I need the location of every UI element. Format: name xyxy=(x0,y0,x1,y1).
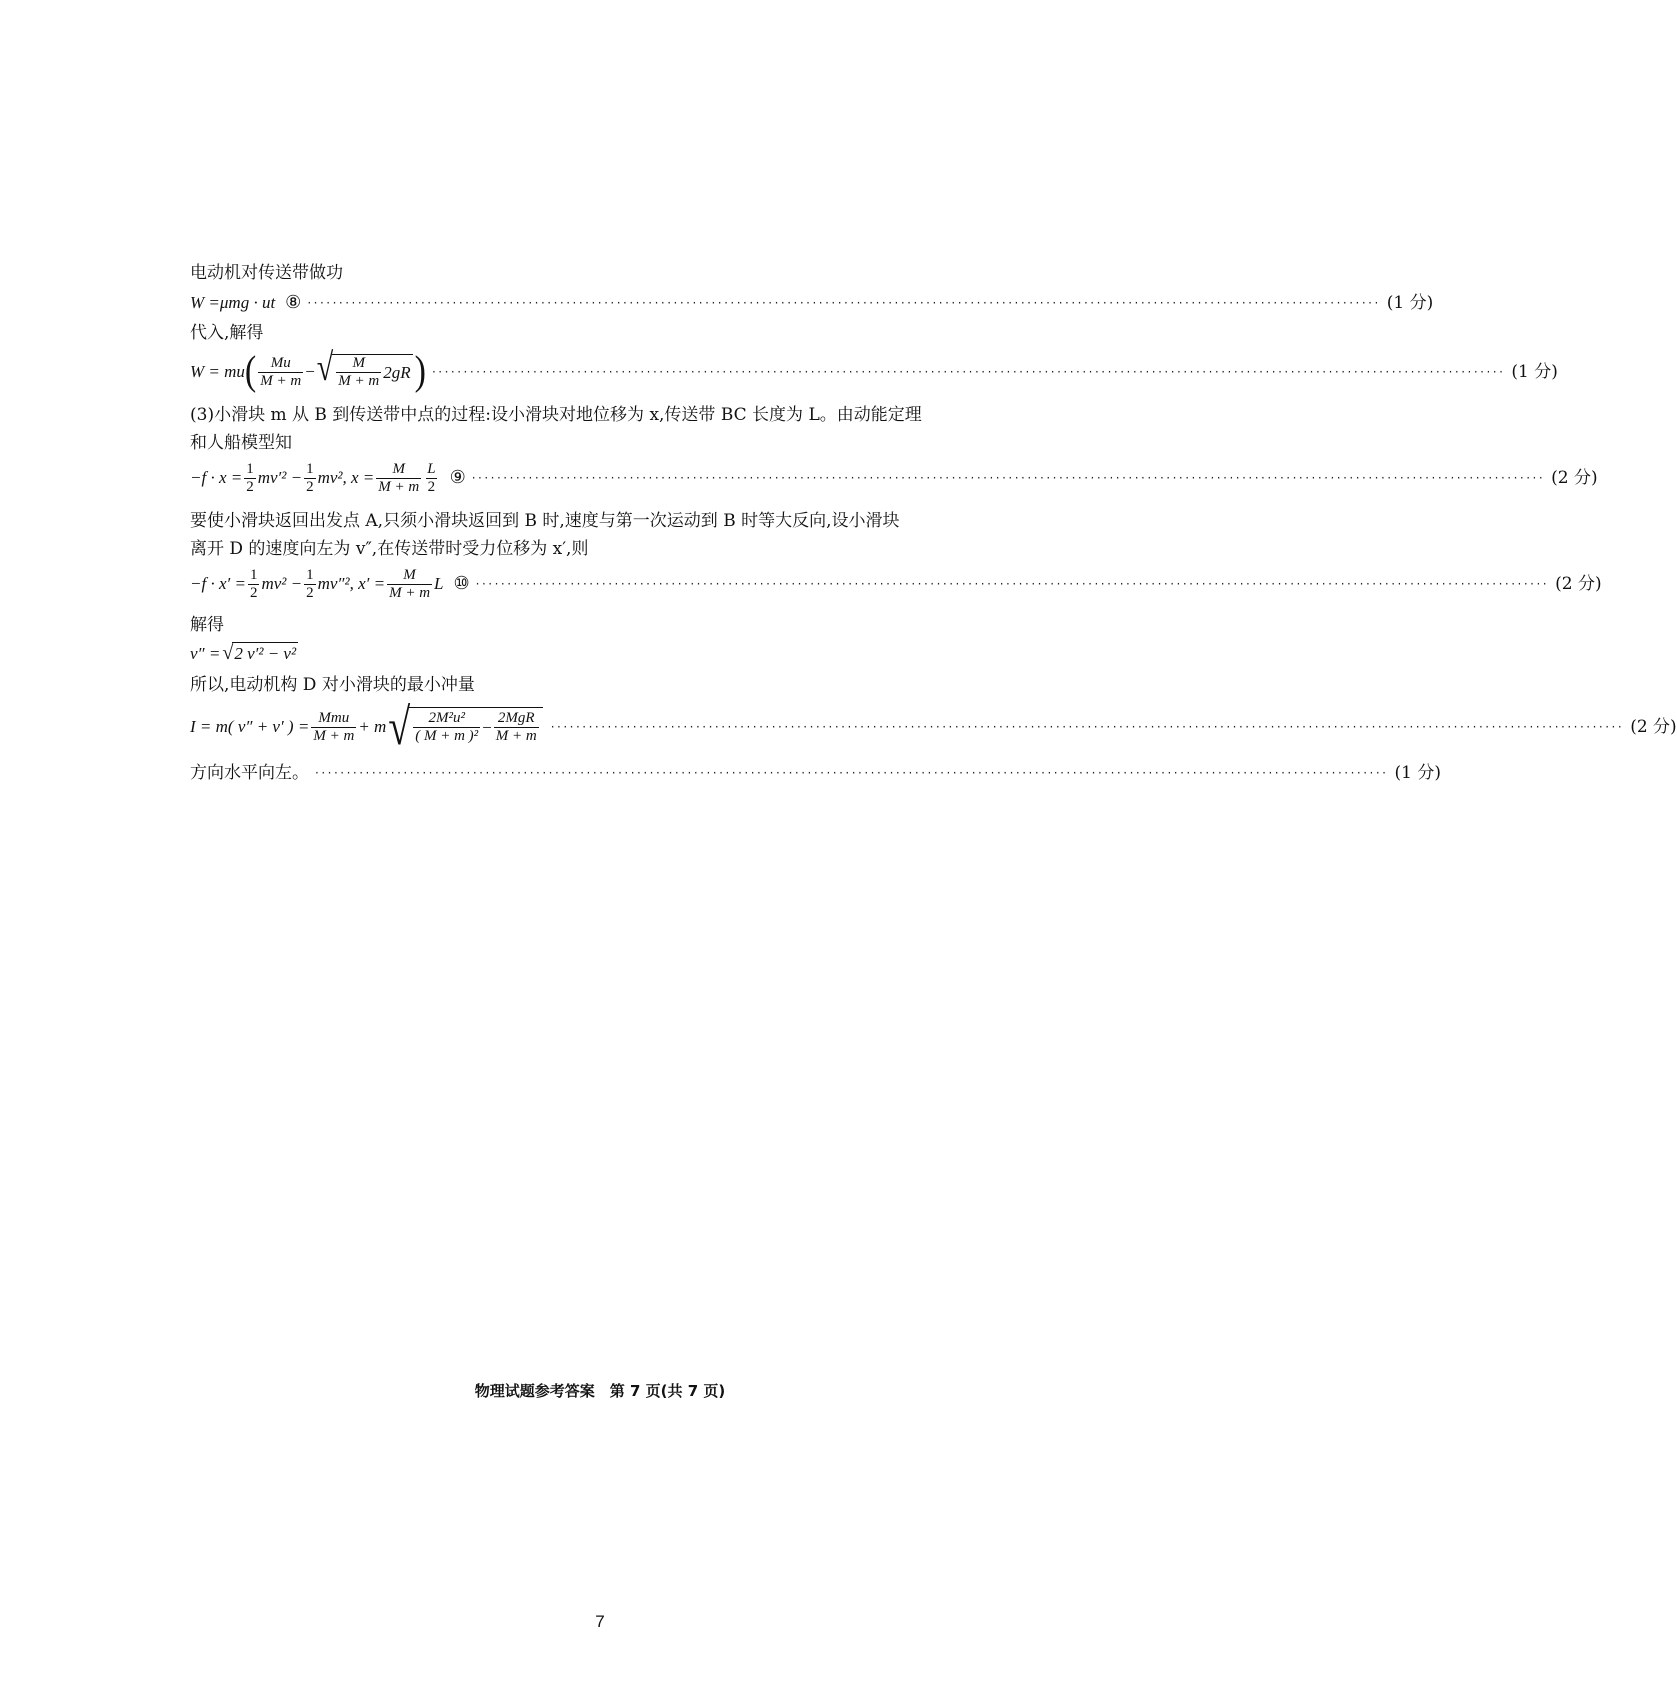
text-line xyxy=(190,614,990,636)
fraction xyxy=(248,567,260,602)
minus-sign: − xyxy=(305,362,315,381)
leader-dots: ·········································································································································································· xyxy=(475,577,1550,591)
formula-term: mv² − xyxy=(261,574,303,593)
formula-lhs: I = m( v″ + v′ ) = xyxy=(190,717,310,736)
equation-line-vdouble xyxy=(190,642,990,665)
equation-line-w xyxy=(190,346,1558,394)
formula-lhs: W = mu xyxy=(190,362,245,381)
footer-title: 物理试题参考答案 第 7 页(共 7 页) xyxy=(474,1382,726,1400)
fraction-denominator: M + m xyxy=(313,727,355,744)
formula-lhs: −f · x′ = xyxy=(190,574,246,593)
score-label: (2 分) xyxy=(1555,574,1602,594)
fraction xyxy=(258,355,303,390)
text-return-condition: 要使小滑块返回出发点 A,只须小滑块返回到 B 时,速度与第一次运动到 B 时等大反向,设小滑块 xyxy=(190,511,900,531)
fraction-numerator: Mmu xyxy=(318,709,350,726)
formula-term: 2gR xyxy=(383,362,411,382)
fraction-numerator: Mu xyxy=(270,354,291,371)
fraction-numerator: 2M²u² xyxy=(428,710,465,726)
formula-term: + m xyxy=(358,717,387,736)
fraction-denominator: M + m xyxy=(338,373,380,389)
formula-term: mv′² − xyxy=(257,468,303,487)
text-line xyxy=(190,404,990,426)
score-label: (1 分) xyxy=(1386,293,1434,313)
formula-lhs: v″ = xyxy=(190,643,221,663)
formula-term: L xyxy=(434,574,444,593)
formula xyxy=(190,642,300,665)
fraction xyxy=(387,567,432,602)
fraction xyxy=(304,567,316,602)
fraction-numerator: 1 xyxy=(306,460,314,477)
formula-term: mv″², x′ = xyxy=(317,574,386,593)
fraction-numerator: 2MgR xyxy=(497,710,535,726)
fraction-denominator: 2 xyxy=(249,584,258,601)
text-substitute: 代入,解得 xyxy=(190,323,264,343)
formula xyxy=(190,461,440,496)
fraction-numerator: 1 xyxy=(306,566,314,583)
equation-number: ⑨ xyxy=(449,467,466,488)
formula: W =μmg · ut xyxy=(190,293,276,312)
fraction-denominator: 2 xyxy=(306,584,314,601)
fraction xyxy=(425,461,437,496)
fraction xyxy=(304,461,316,496)
fraction-denominator: 2 xyxy=(306,478,314,495)
equation-line-impulse xyxy=(190,697,1677,756)
radical-sign-icon: √ xyxy=(316,346,334,389)
text-solve: 解得 xyxy=(190,615,224,635)
text-part3-intro: (3)小滑块 m 从 B 到传送带中点的过程:设小滑块对地位移为 x,传送带 BC 长度为 L。由动能定理 xyxy=(190,405,922,425)
text-line xyxy=(190,510,990,532)
score-label: (1 分) xyxy=(1511,362,1558,382)
score-label: (2 分) xyxy=(1551,468,1598,488)
square-root xyxy=(222,642,298,665)
fraction xyxy=(311,710,356,745)
radical-sign-icon: √ xyxy=(222,642,234,664)
leader-dots: ·········································································································································································· xyxy=(315,766,1389,780)
fraction-numerator: 1 xyxy=(246,460,254,477)
fraction xyxy=(413,710,480,745)
leader-dots: ·········································································································································································· xyxy=(550,720,1625,734)
text-min-impulse: 所以,电动机构 D 对小滑块的最小冲量 xyxy=(190,675,475,695)
score-label: (1 分) xyxy=(1394,763,1441,783)
text-model: 和人船模型知 xyxy=(190,433,292,453)
equation-number: ⑧ xyxy=(285,292,302,313)
fraction xyxy=(494,710,539,745)
left-paren: ( xyxy=(244,349,257,394)
text-line xyxy=(190,262,990,284)
fraction-denominator: M + m xyxy=(389,584,431,601)
formula-term: mv², x = xyxy=(317,468,375,487)
fraction-numerator: M xyxy=(392,460,405,477)
score-label: (2 分) xyxy=(1630,717,1677,737)
leader-dots: ·········································································································································································· xyxy=(307,296,1381,310)
fraction-numerator: L xyxy=(427,460,436,477)
fraction xyxy=(336,355,381,390)
fraction xyxy=(376,461,421,496)
formula xyxy=(190,567,444,602)
page-number: 7 xyxy=(595,1612,605,1631)
text-leave-d: 离开 D 的速度向左为 v″,在传送带时受力位移为 x′,则 xyxy=(190,539,589,559)
text-line xyxy=(190,538,990,560)
radicand xyxy=(332,354,412,390)
text-line xyxy=(190,674,990,696)
text-line xyxy=(190,322,990,344)
square-root xyxy=(316,346,413,390)
fraction-numerator: M xyxy=(403,566,416,583)
formula-lhs: −f · x = xyxy=(190,468,243,487)
square-root xyxy=(388,697,542,756)
equation-line-8 xyxy=(190,292,1434,314)
fraction-denominator: M + m xyxy=(495,728,537,744)
fraction-denominator: ( M + m )² xyxy=(415,728,479,744)
leader-dots: ·········································································································································································· xyxy=(431,365,1506,379)
formula xyxy=(190,697,545,756)
text-line xyxy=(190,432,990,454)
text-motor-work: 电动机对传送带做功 xyxy=(190,263,343,283)
fraction-numerator: 1 xyxy=(249,566,258,583)
minus-sign: − xyxy=(482,717,492,737)
fraction xyxy=(244,461,256,496)
text-direction: 方向水平向左。 xyxy=(190,763,309,783)
fraction-denominator: M + m xyxy=(260,372,302,389)
fraction-denominator: 2 xyxy=(427,478,436,495)
equation-line-10 xyxy=(190,564,1602,604)
formula xyxy=(190,346,426,394)
equation-number: ⑩ xyxy=(453,573,470,594)
fraction-numerator: M xyxy=(352,355,365,371)
fraction-denominator: M + m xyxy=(378,478,420,495)
fraction-denominator: 2 xyxy=(246,478,254,495)
equation-line-9 xyxy=(190,458,1598,498)
radical-sign-icon: √ xyxy=(388,697,411,756)
text-line-direction xyxy=(190,762,1441,784)
radicand xyxy=(409,707,542,747)
radicand: 2 v′² − v² xyxy=(234,644,297,663)
right-paren: ) xyxy=(414,349,426,394)
leader-dots: ·········································································································································································· xyxy=(471,471,1546,485)
